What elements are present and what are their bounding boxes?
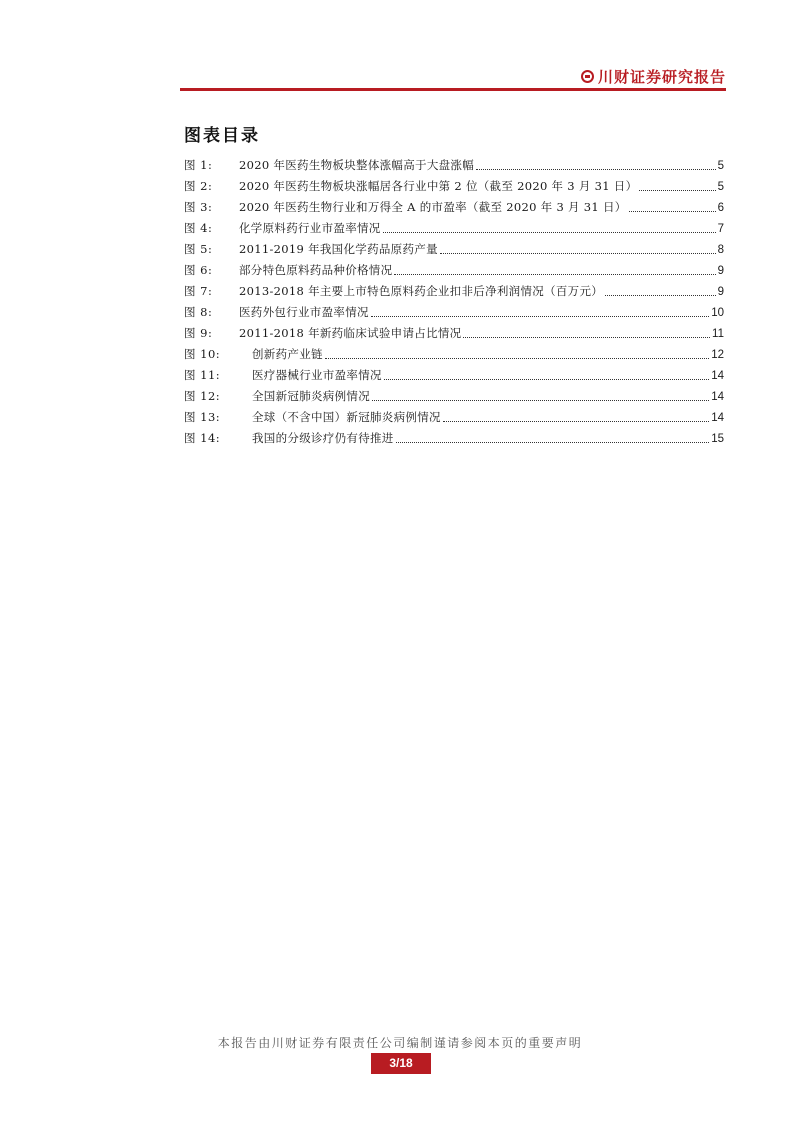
- toc-entry-page: 14: [711, 412, 724, 424]
- toc-entry-label: 图 10:: [184, 347, 221, 361]
- dot-leader: [396, 428, 710, 443]
- toc-entry-title: 2011-2019 年我国化学药品原药产量: [239, 242, 438, 256]
- toc-entry-title: 我国的分级诊疗仍有待推进: [252, 431, 394, 445]
- toc-entry-label: 图 3:: [184, 200, 213, 214]
- dot-leader: [384, 365, 709, 380]
- dot-leader: [605, 281, 716, 296]
- toc-entry-label: 图 2:: [184, 179, 213, 193]
- toc-entry[interactable]: [184, 344, 724, 365]
- toc-entry-label: 图 11:: [184, 368, 221, 382]
- toc-entry[interactable]: [184, 155, 724, 176]
- toc-entry-title: 2020 年医药生物板块整体涨幅高于大盘涨幅: [239, 158, 475, 172]
- toc-entry-label: 图 6:: [184, 263, 213, 277]
- toc-entry[interactable]: [184, 323, 724, 344]
- toc-entry-title: 化学原料药行业市盈率情况: [239, 221, 381, 235]
- toc-entry-page: 15: [711, 433, 724, 445]
- toc-entry-page: 11: [712, 328, 724, 340]
- toc-entry[interactable]: [184, 428, 724, 449]
- dot-leader: [440, 239, 716, 254]
- page-header: [180, 64, 726, 90]
- toc-entry-title: 创新药产业链: [252, 347, 323, 361]
- toc-entry-title: 医药外包行业市盈率情况: [239, 305, 369, 319]
- toc-entry-label: 图 13:: [184, 410, 221, 424]
- toc-entry[interactable]: [184, 407, 724, 428]
- toc-entry-page: 14: [711, 370, 724, 382]
- toc-entry-label: 图 5:: [184, 242, 213, 256]
- dot-leader: [629, 197, 716, 212]
- toc-entry-page: 9: [717, 286, 724, 298]
- dot-leader: [383, 218, 716, 233]
- toc-entry[interactable]: [184, 260, 724, 281]
- toc-entry-label: 图 9:: [184, 326, 213, 340]
- toc-entry-label: 图 14:: [184, 431, 221, 445]
- toc-entry[interactable]: [184, 386, 724, 407]
- toc-entry-page: 5: [717, 181, 724, 193]
- toc-entry-title: 部分特色原料药品种价格情况: [239, 263, 393, 277]
- header-rule: [180, 88, 726, 91]
- chuancai-logo-icon: [581, 70, 594, 83]
- toc-entry[interactable]: [184, 176, 724, 197]
- toc-entry-page: 14: [711, 391, 724, 403]
- dot-leader: [463, 323, 710, 338]
- brand: [581, 66, 726, 87]
- toc-entry-title: 2020 年医药生物行业和万得全 A 的市盈率（截至 2020 年 3 月 31 日）: [239, 200, 627, 214]
- toc-entry-title: 医疗器械行业市盈率情况: [252, 368, 382, 382]
- toc-entry-label: 图 12:: [184, 389, 221, 403]
- toc-entry[interactable]: [184, 239, 724, 260]
- toc-entry-title: 全国新冠肺炎病例情况: [252, 389, 370, 403]
- brand-name: 川财证券研究报告: [597, 68, 726, 86]
- figure-toc-list: [184, 155, 724, 449]
- toc-entry-page: 10: [711, 307, 724, 319]
- toc-entry-label: 图 1:: [184, 158, 213, 172]
- toc-entry[interactable]: [184, 197, 724, 218]
- toc-entry-label: 图 7:: [184, 284, 213, 298]
- dot-leader: [372, 386, 709, 401]
- toc-title: 图表目录: [184, 126, 260, 146]
- footer-disclaimer: 本报告由川财证券有限责任公司编制谨请参阅本页的重要声明: [217, 1036, 583, 1050]
- dot-leader: [443, 407, 709, 422]
- toc-entry[interactable]: [184, 365, 724, 386]
- toc-entry-page: 9: [717, 265, 724, 277]
- dot-leader: [394, 260, 715, 275]
- page-number-badge: 3/18: [371, 1053, 431, 1074]
- toc-entry-page: 6: [717, 202, 724, 214]
- toc-entry-page: 8: [717, 244, 724, 256]
- toc-entry-title: 2020 年医药生物板块涨幅居各行业中第 2 位（截至 2020 年 3 月 31 日）: [239, 179, 638, 193]
- toc-entry-page: 12: [711, 349, 724, 361]
- toc-entry[interactable]: [184, 302, 724, 323]
- toc-entry-page: 7: [717, 223, 724, 235]
- toc-entry[interactable]: [184, 218, 724, 239]
- toc-entry-label: 图 8:: [184, 305, 213, 319]
- dot-leader: [476, 155, 716, 170]
- dot-leader: [325, 344, 709, 359]
- toc-entry-label: 图 4:: [184, 221, 213, 235]
- dot-leader: [639, 176, 715, 191]
- dot-leader: [371, 302, 709, 317]
- toc-entry-title: 2013-2018 年主要上市特色原料药企业扣非后净利润情况（百万元）: [239, 284, 604, 298]
- toc-entry-title: 全球（不含中国）新冠肺炎病例情况: [252, 410, 441, 424]
- toc-entry-title: 2011-2018 年新药临床试验申请占比情况: [239, 326, 462, 340]
- toc-entry-page: 5: [717, 160, 724, 172]
- toc-entry[interactable]: [184, 281, 724, 302]
